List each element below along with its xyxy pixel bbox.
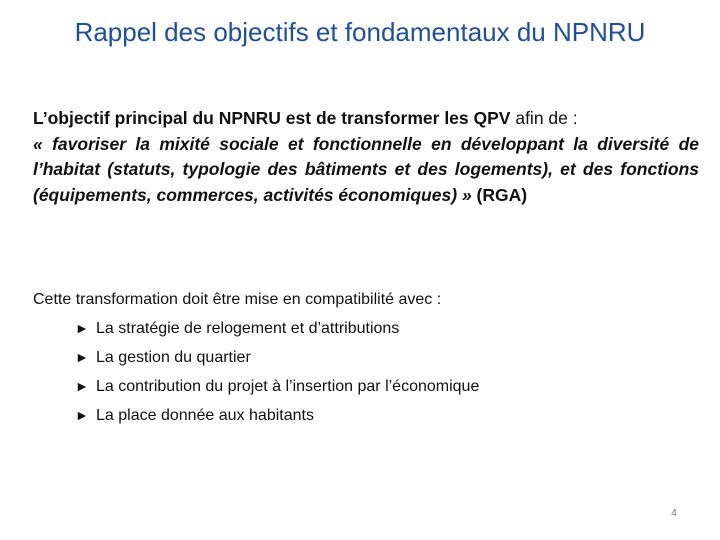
list-item [75, 401, 693, 430]
list-item-text: La gestion du quartier [96, 349, 251, 366]
objective-lead [33, 106, 699, 132]
list-item-text: La stratégie de relogement et d’attributions [96, 320, 400, 337]
compatibility-section [33, 285, 693, 430]
objective-source: (RGA) [471, 184, 528, 205]
bullet-arrow-icon: ► [75, 320, 89, 336]
compatibility-list [33, 314, 693, 430]
bullet-arrow-icon: ► [75, 407, 89, 423]
compatibility-intro: Cette transformation doit être mise en compatibilité avec : [33, 291, 442, 308]
slide-title: Rappel des objectifs et fondamentaux du NPNRU [74, 17, 646, 47]
bullet-arrow-icon: ► [75, 378, 89, 394]
page-number: 4 [671, 508, 677, 519]
objective-quote: « favoriser la mixité sociale et fonctionnelle en développant la diversité de l’habitat (statuts, typologie des bâtiments et des logements), et des fonctions (équipements, commerces, activités économiques) » [33, 133, 699, 205]
list-item [75, 372, 693, 401]
objective-lead-rest: afin de : [510, 108, 578, 128]
objective-quote-paragraph [33, 132, 699, 209]
list-item [75, 343, 693, 372]
bullet-arrow-icon: ► [75, 349, 89, 365]
list-item [75, 314, 693, 343]
list-item-text: La contribution du projet à l’insertion par l’économique [96, 378, 480, 395]
list-item-text: La place donnée aux habitants [96, 407, 314, 424]
main-objective [33, 106, 699, 208]
objective-lead-bold: L’objectif principal du NPNRU est de transformer les QPV [33, 108, 511, 128]
